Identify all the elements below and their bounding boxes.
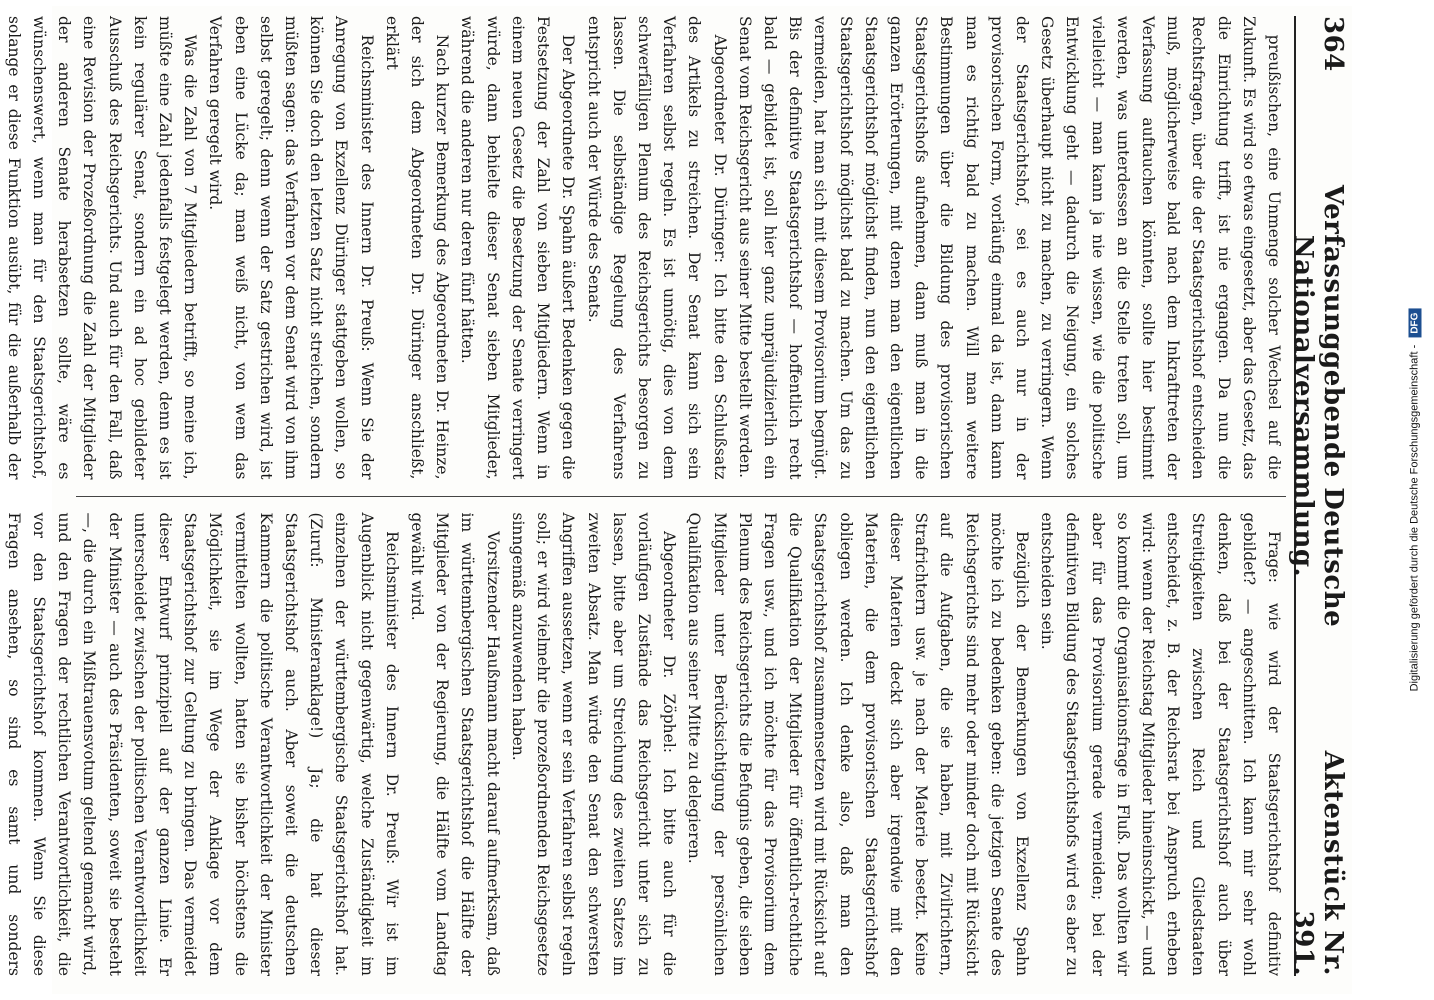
rotated-page-content	[4, 6, 1352, 986]
scanned-page	[4, 6, 1352, 994]
document-number: Aktenstück Nr. 391.	[1288, 750, 1348, 976]
page-number: 364	[1318, 16, 1348, 72]
digitization-credit	[1398, 0, 1432, 1000]
page-header	[1288, 16, 1348, 976]
paragraph: Abgeordneter Dr. Zöphel: Ich bitte auch für die vorläufigen Zustände das Reichsgericht unter sich zu lassen, bitte aber um Streichung des zweiten Satzes im zweiten Absatz. Man würde den Senat den schwersten Angriffen aussetzen, wenn er sein Verfahren selbst regeln soll; er wird vielmehr die prozeßordnenden Reichsgesetze sinngemäß anzuwenden haben.	[508, 512, 679, 976]
paragraph: Nach kurzer Bemerkung des Abgeordneten Dr. Heinze, der sich dem Abgeordneten Dr. Düringer anschließt, erklärt	[382, 16, 452, 480]
left-column	[4, 16, 1286, 480]
right-column	[4, 512, 1286, 977]
running-title: Verfassunggebende Deutsche Nationalversammlung.	[1288, 184, 1348, 628]
paragraph: Reichsminister des Innern Dr. Preuß: Wir ist im Augenblick nicht gegenwärtig, welche Zuständigkeit im einzelnen der württembergische Staatsgerichtshof hat. (Zuruf: Ministeranklage!) Ja; die hat dieser Staatsgerichtshof auch. Aber soweit die deutschen Kammern die politische Verantwortlichkeit der Minister vermittelten wollten, hatten sie bisher höchstens die Möglichkeit, sie im Wege der Anklage vor dem Staatsgerichtshof zur Geltung zu bringen. Das vermeidet dieser Entwurf prinzipiell auf der ganzen Linie. Er unterscheidet zwischen der politischen Verantwortlichkeit der Minister — auch des Präsidenten, soweit sie besteht —, die durch ein Mißtrauensvotum geltend gemacht wird, und den Fragen der rechtlichen Verantwortlichkeit, die vor den Staatsgerichtshof kommen. Wenn Sie diese Fragen ansehen, so sind es samt und sonders	[4, 512, 401, 976]
dfg-logo: DFG	[1409, 309, 1422, 338]
paragraph: Frage: wie wird der Staatsgerichtshof definitiv gebildet? — angeschnitten. Ich kann mir sehr wohl denken, daß bei der Staatsgerichtshof auch über Streitigkeiten zwischen Reich und Gliedstaaten entscheidet, z. B. der Reichsrat bei Anspruch erheben wird: wenn der Reichstag Mitglieder hineinschickt, — und so kommt die Organisationsfrage in Fluß. Das wollten wir aber für das Provisorium gerade vermeiden; bei der definitiven Bildung des Staatsgerichtshofs wird es aber zu entscheiden sein.	[1038, 512, 1283, 976]
paragraph: Abgeordneter Dr. Düringer: Ich bitte den Schlußsatz des Artikels zu streichen. Der Senat kann sich sein Verfahren selbst regeln. Es ist unnötig, dies von dem schwerfälligen Plenum des Reichsgerichts besorgen zu lassen. Die selbständige Regelung des Verfahrens entspricht auch der Würde des Senats.	[584, 16, 729, 480]
paragraph: Was die Zahl von 7 Mitgliedern betrifft, so meine ich, müßte eine Zahl jedenfalls festgelegt werden, denn es ist kein regulärer Senat, sondern ein ad hoc gebildeter Ausschuß des Reichsgerichts. Und auch für den Fall, daß eine Revision der Prozeßordnung die Zahl der Mitglieder der anderen Senate herabsetzen sollte, wäre es wünschenswert, wenn man für den Staatsgerichtshof, solange er diese Funktion ausübt, für die außerhalb der	[4, 16, 200, 480]
credit-text-wrapper	[1409, 309, 1422, 692]
paragraph: Vorsitzender Haußmann macht darauf aufmerksam, daß im württembergischen Staatsgerichtshof die Hälfte der Mitglieder von der Regierung, die Hälfte vom Landtag gewählt wird.	[408, 512, 502, 976]
column-divider	[76, 496, 1286, 497]
paragraph: preußischen, eine Unmenge solcher Wechsel auf die Zukunft. Es wird so etwas eingesetzt, aber das Gesetz, das die Einrichtung trifft, ist nie ergangen. Da nun die Rechtsfragen, über die der Staatsgerichtshof entscheiden muß, möglicherweise bald nach dem Inkrafttreten der Verfassung auftauchen könnten, sollte hier bestimmt werden, was unterdessen an die Stelle treten soll, um vielleicht — man kann ja nie wissen, wie die politische Entwicklung geht — dadurch die Neigung, ein solches Gesetz überhaupt nicht zu machen, zu verringern. Wenn der Staatsgerichtshof, sei es auch nur in der provisorischen Form, vorläufig einmal da ist, dann kann man es richtig bald zu machen. Will man weitere Bestimmungen über die Bildung des provisorischen Staatsgerichtshofs aufnehmen, dann muß man in die ganzen Erörterungen, mit denen man den eigentlichen Staatsgerichtshof möglichst finden, nun den eigentlichen Staatsgerichtshof möglichst bald zu machen. Um das zu vermeiden, hat man sich mit diesem Provisorium begnügt. Bis der definitive Staatsgerichtshof — hoffentlich recht bald — gebildet ist, soll hier ganz unpräjudizierlich ein Senat vom Reichsgericht aus seiner Mitte bestellt werden.	[735, 16, 1283, 480]
text-columns	[4, 16, 1286, 976]
paragraph: Der Abgeordnete Dr. Spahn äußert Bedenken gegen die Festsetzung der Zahl von sieben Mitgliedern. Wenn in einem neuen Gesetz die Besetzung der Senate verringert würde, dann behielte dieser Senat sieben Mitglieder, während die anderen nur deren fünf hätten.	[458, 16, 578, 480]
credit-text: Digitalisierung gefördert durch die Deutsche Forschungsgemeinschaft -	[1408, 344, 1421, 692]
paragraph: Bezüglich der Bemerkungen von Exzellenz Spahn möchte ich zu bedenken geben: die jetzigen Senate des Reichsgerichts sind mehr oder minder doch mit Rücksicht auf die Aufgaben, die sie haben, mit Zivilrichtern, Strafrichtern usw. je nach der Materie besetzt. Keine dieser Materien deckt sich aber irgendwie mit den Materien, die dem provisorischen Staatsgerichtshof obliegen werden. Ich denke also, daß man den Staatsgerichtshof zusammensetzen wird mit Rücksicht auf die Qualifikation der Mitglieder für öffentlich-rechtliche Fragen usw., und ich möchte für das Provisorium dem Plenum des Reichsgerichts die Befugnis geben, die sieben Mitglieder unter Berücksichtigung der persönlichen Qualifikation aus seiner Mitte zu delegieren.	[685, 512, 1031, 976]
paragraph: Reichsminister des Innern Dr. Preuß: Wenn Sie der Anregung von Exzellenz Düringer stattgeben wollen, so können Sie doch den letzten Satz nicht streichen, sondern müßten sagen: das Verfahren vor dem Senat wird von ihm selbst geregelt; denn wenn der Satz gestrichen wird, ist eben eine Lücke da; man weiß nicht, von wem das Verfahren geregelt wird.	[206, 16, 376, 480]
